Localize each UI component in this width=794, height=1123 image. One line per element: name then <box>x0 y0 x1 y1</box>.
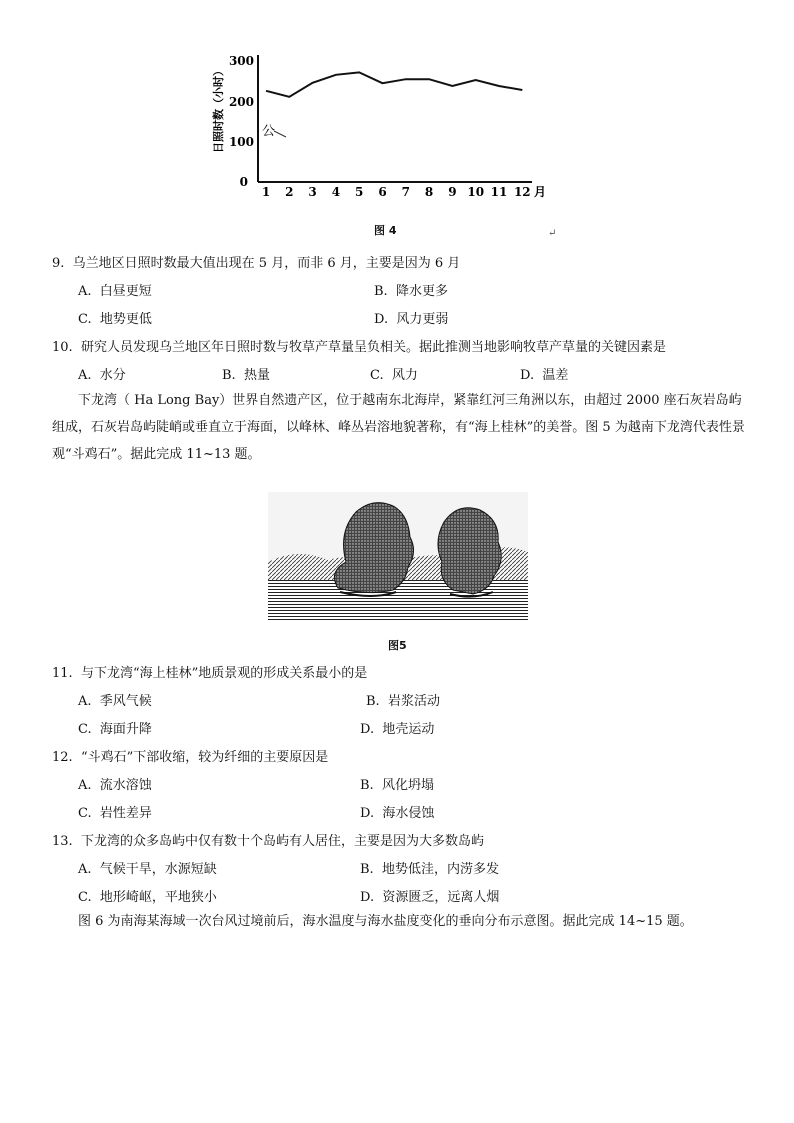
question-11 <box>52 662 367 681</box>
xtick-label: 6 <box>378 185 387 199</box>
option-a: A. 白昼更短 <box>78 284 152 299</box>
ytick-label: 100 <box>228 135 254 149</box>
xtick-label: 1 <box>261 185 271 199</box>
figure-5-caption: 图5 <box>388 639 407 652</box>
option-a: A. 流水溶蚀 <box>78 778 152 793</box>
ytick-label: 0 <box>239 175 248 189</box>
question-10 <box>52 336 666 355</box>
question-number: 9. <box>52 256 65 271</box>
question-12 <box>52 746 328 765</box>
option-a: A. 季风气候 <box>78 694 152 709</box>
option-c: C. 岩性差异 <box>78 806 152 821</box>
question-number: 11. <box>52 666 73 681</box>
option-b: B. 风化坍塌 <box>360 778 434 793</box>
xtick-label: 9 <box>448 185 457 199</box>
option-a: A. 气候干旱，水源短缺 <box>78 862 217 877</box>
passage-halong-bay: 下龙湾（ Ha Long Bay）世界自然遗产区，位于越南东北海岸，紧靠红河三角洲以东，由超过 2000 座石灰岩岛屿组成，石灰岩岛屿陡峭或垂直立于海面，以峰林、峰丛岩溶地貌著称，有“海上桂林”的美誉。图 5 为越南下龙湾代表性景观“斗鸡石”。据此完成 11~13 题。 <box>52 393 745 462</box>
right-rock <box>438 508 501 594</box>
option-d: D. 风力更弱 <box>374 312 449 327</box>
question-stem: 乌兰地区日照时数最大值出现在 5 月，而非 6 月，主要是因为 6 月 <box>72 256 461 271</box>
series-line-sunshine <box>266 72 522 96</box>
xtick-label: 12 <box>513 185 531 199</box>
question-stem: 研究人员发现乌兰地区年日照时数与牧草产草量呈负相关。据此推测当地影响牧草产草量的关键因素是 <box>80 340 666 355</box>
option-d: D. 海水侵蚀 <box>360 806 435 821</box>
xtick-label: 7 <box>401 185 410 199</box>
question-stem: “斗鸡石”下部收缩，较为纤细的主要原因是 <box>80 750 329 765</box>
passage-figure-6-intro: 图 6 为南海某海域一次台风过境前后，海水温度与海水盐度变化的垂向分布示意图。据此完成 14~15 题。 <box>78 914 693 929</box>
option-d: D. 地壳运动 <box>360 722 435 737</box>
option-c: C. 海面升降 <box>78 722 152 737</box>
xtick-label: 4 <box>331 185 341 199</box>
option-b: B. 热量 <box>222 368 270 383</box>
ytick-label: 300 <box>228 54 254 68</box>
xtick-label: 2 <box>285 185 294 199</box>
question-9 <box>52 252 460 271</box>
xtick-label: 10 <box>467 185 485 199</box>
figure-5-illustration <box>268 492 528 620</box>
sunshine-hours-chart <box>200 45 560 215</box>
option-c: C. 地形崎岖，平地狭小 <box>78 890 217 905</box>
x-unit-label: 月 <box>534 185 547 199</box>
option-d: D. 资源匮乏，远离人烟 <box>360 890 500 905</box>
stray-mark: 公 <box>262 124 276 139</box>
xtick-label: 8 <box>424 185 434 199</box>
xtick-label: 11 <box>490 185 508 199</box>
xtick-label: 3 <box>308 185 317 199</box>
xtick-label: 5 <box>355 185 364 199</box>
option-d: D. 温差 <box>520 368 569 383</box>
question-number: 10. <box>52 340 73 355</box>
stray-return-mark: ↵ <box>548 228 557 239</box>
question-number: 12. <box>52 750 73 765</box>
y-axis-label: 日照时数（小时） <box>212 65 225 153</box>
question-number: 13. <box>52 834 73 849</box>
ytick-label: 200 <box>228 95 254 109</box>
option-b: B. 降水更多 <box>374 284 448 299</box>
stray-mark-stroke <box>274 131 286 137</box>
question-stem: 与下龙湾“海上桂林”地质景观的形成关系最小的是 <box>80 666 368 681</box>
option-b: B. 地势低洼，内涝多发 <box>360 862 499 877</box>
figure-4-caption: 图 4 <box>374 224 397 237</box>
question-13 <box>52 830 484 849</box>
option-c: C. 风力 <box>370 368 418 383</box>
option-b: B. 岩浆活动 <box>366 694 440 709</box>
option-c: C. 地势更低 <box>78 312 152 327</box>
question-stem: 下龙湾的众多岛屿中仅有数十个岛屿有人居住，主要是因为大多数岛屿 <box>80 834 484 849</box>
option-a: A. 水分 <box>78 368 126 383</box>
